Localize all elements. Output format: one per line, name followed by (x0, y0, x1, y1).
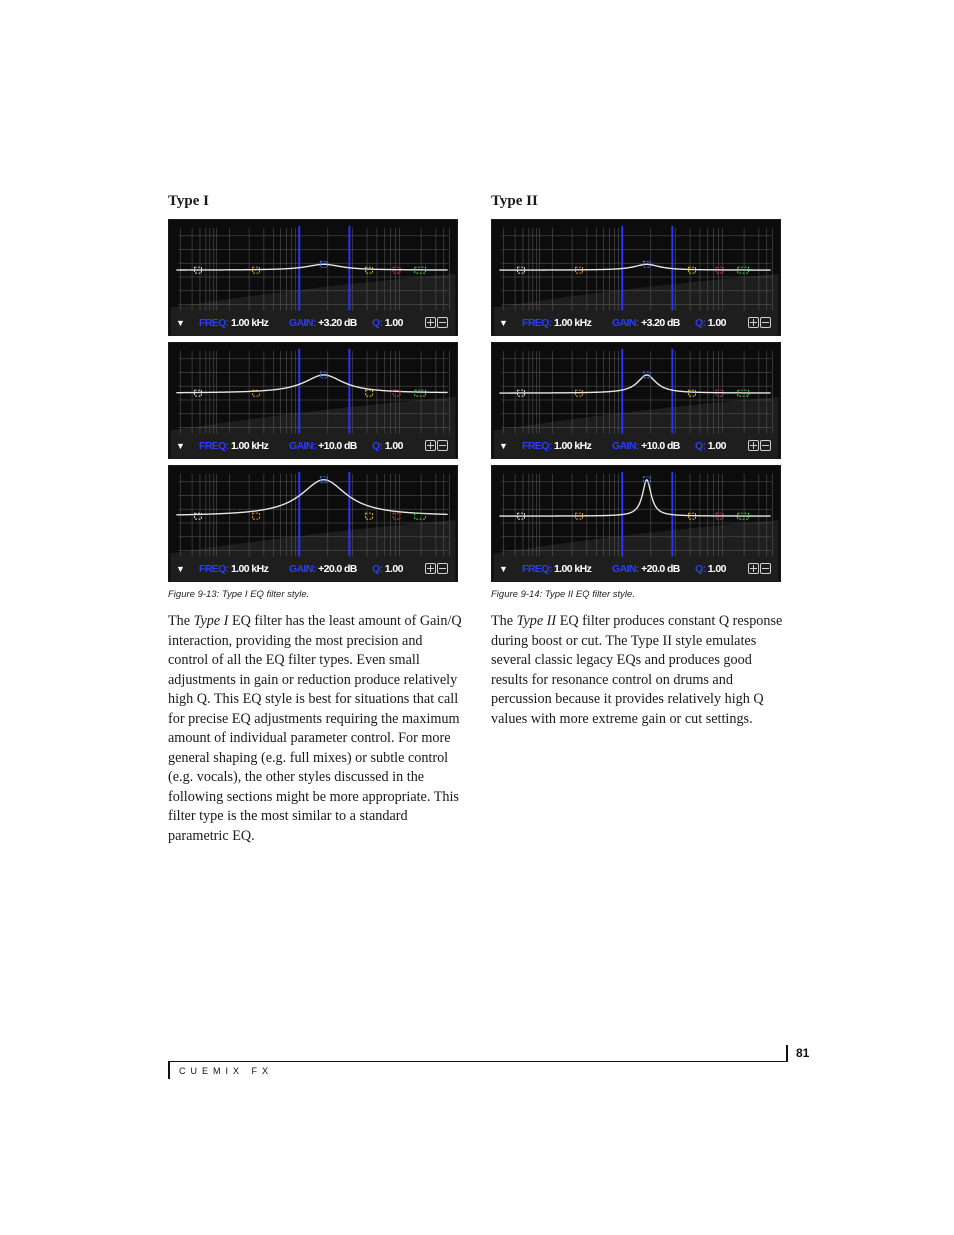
q-readout[interactable]: Q: 1.00 (372, 317, 403, 329)
gain-readout[interactable]: GAIN: +20.0 dB (612, 563, 680, 575)
band-controls (425, 317, 449, 333)
plus-box-icon[interactable] (748, 317, 759, 328)
eq-panel[interactable] (491, 465, 781, 582)
gain-readout[interactable]: GAIN: +10.0 dB (289, 440, 357, 452)
column-type-i (168, 190, 464, 846)
plus-box-icon[interactable] (425, 440, 436, 451)
footer-rule (168, 1061, 787, 1062)
freq-readout[interactable]: FREQ: 1.00 kHz (522, 317, 592, 329)
minus-box-icon[interactable] (760, 440, 771, 451)
down-triangle-icon[interactable]: ▼ (176, 564, 185, 574)
minus-box-icon[interactable] (760, 317, 771, 328)
eq-panel[interactable] (168, 342, 458, 459)
q-readout[interactable]: Q: 1.00 (372, 440, 403, 452)
column-type-ii (491, 190, 787, 729)
q-readout[interactable]: Q: 1.00 (695, 563, 726, 575)
band-controls (748, 440, 772, 456)
freq-readout[interactable]: FREQ: 1.00 kHz (199, 563, 269, 575)
minus-box-icon[interactable] (437, 317, 448, 328)
down-triangle-icon[interactable]: ▼ (499, 441, 508, 451)
eq-panel[interactable] (491, 219, 781, 336)
freq-readout[interactable]: FREQ: 1.00 kHz (522, 440, 592, 452)
page-number: 81 (796, 1046, 810, 1060)
minus-box-icon[interactable] (760, 563, 771, 574)
eq-readout (492, 315, 780, 331)
minus-box-icon[interactable] (437, 563, 448, 574)
figure-caption: Figure 9-13: Type I EQ filter style. (168, 589, 310, 600)
band-controls (748, 563, 772, 579)
minus-box-icon[interactable] (437, 440, 448, 451)
gain-readout[interactable]: GAIN: +10.0 dB (612, 440, 680, 452)
eq-panel[interactable] (168, 465, 458, 582)
figure-caption: Figure 9-14: Type II EQ filter style. (491, 589, 635, 600)
eq-panel[interactable] (168, 219, 458, 336)
q-readout[interactable]: Q: 1.00 (695, 317, 726, 329)
freq-readout[interactable]: FREQ: 1.00 kHz (522, 563, 592, 575)
eq-readout (492, 561, 780, 577)
body-paragraph: The Type II EQ filter produces constant Q response during boost or cut. The Type II style emulates several classic legacy EQs and produces good results for resonance control on drums and percussion because it provides relatively high Q values with more extreme gain or cut settings. (491, 613, 783, 727)
freq-readout[interactable]: FREQ: 1.00 kHz (199, 317, 269, 329)
down-triangle-icon[interactable]: ▼ (499, 318, 508, 328)
band-controls (748, 317, 772, 333)
footer-divider (168, 1061, 170, 1079)
eq-readout (169, 561, 457, 577)
down-triangle-icon[interactable]: ▼ (176, 441, 185, 451)
freq-readout[interactable]: FREQ: 1.00 kHz (199, 440, 269, 452)
gain-readout[interactable]: GAIN: +20.0 dB (289, 563, 357, 575)
q-readout[interactable]: Q: 1.00 (372, 563, 403, 575)
down-triangle-icon[interactable]: ▼ (176, 318, 185, 328)
eq-panel[interactable] (491, 342, 781, 459)
plus-box-icon[interactable] (748, 563, 759, 574)
q-readout[interactable]: Q: 1.00 (695, 440, 726, 452)
down-triangle-icon[interactable]: ▼ (499, 564, 508, 574)
band-controls (425, 440, 449, 456)
section-heading: Type II (491, 193, 538, 209)
eq-readout (492, 438, 780, 454)
footer-brand: CUEMIX FX (179, 1066, 274, 1076)
eq-readout (169, 315, 457, 331)
body-paragraph: The Type I EQ filter has the least amount of Gain/Q interaction, providing the most precision and control of all the EQ filter types. Even small adjustments in gain or reduction produce relatively high Q. This EQ style is best for situations that call for precise EQ adjustments requiring the maximum amount of individual parameter control. For more general shaping (e.g. full mixes) or subtle control (e.g. vocals), the other styles discussed in the following sections might be more appropriate. This filter type is the most similar to a standard parametric EQ. (168, 613, 462, 844)
section-heading: Type I (168, 193, 209, 209)
plus-box-icon[interactable] (748, 440, 759, 451)
plus-box-icon[interactable] (425, 317, 436, 328)
plus-box-icon[interactable] (425, 563, 436, 574)
gain-readout[interactable]: GAIN: +3.20 dB (289, 317, 357, 329)
footer-divider (786, 1045, 788, 1062)
band-controls (425, 563, 449, 579)
gain-readout[interactable]: GAIN: +3.20 dB (612, 317, 680, 329)
eq-readout (169, 438, 457, 454)
